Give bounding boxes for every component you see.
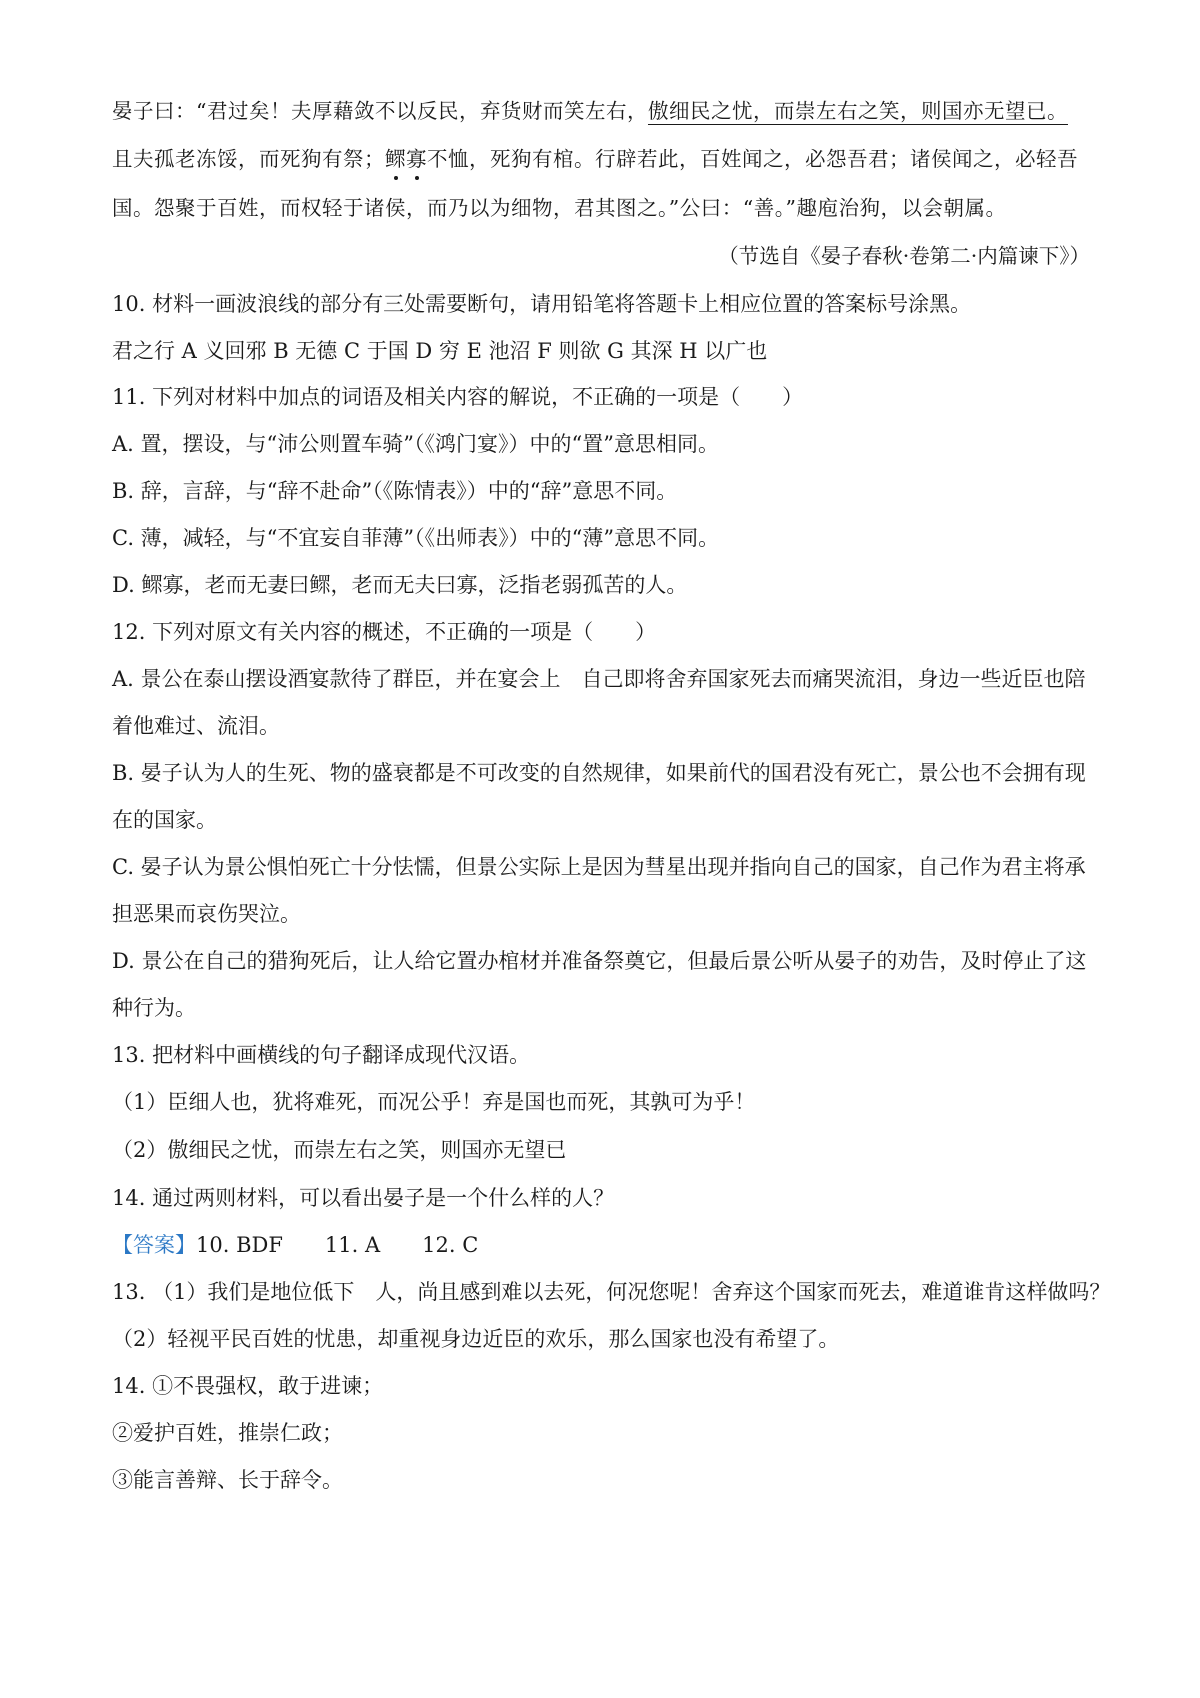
option-c-cont: 担恶果而哀伤哭泣。: [112, 902, 301, 926]
answer-13-1: 13. （1）我们是地位低下 人，尚且感到难以去死，何况您呢！舍弃这个国家而死去，难道谁肯这样做吗？: [112, 1280, 1111, 1304]
option-a: A. 置，摆设，与“沛公则置车骑”（《鸿门宴》）中的“置”意思相同。: [112, 432, 719, 456]
question-14: 14. 通过两则材料，可以看出晏子是一个什么样的人？: [112, 1186, 615, 1210]
question-13-item-2: （2）傲细民之忧，而崇左右之笑，则国亦无望已: [112, 1138, 567, 1162]
answer-13-2: （2）轻视平民百姓的忧患，却重视身边近臣的欢乐，那么国家也没有希望了。: [112, 1327, 840, 1351]
question-13: 13. 把材料中画横线的句子翻译成现代汉语。: [112, 1043, 531, 1067]
passage-text: 不恤，死狗有棺。行辟若此，百姓闻之，必怨吾君；诸侯闻之，必轻吾: [427, 147, 1078, 171]
question-13-item-1: （1）臣细人也，犹将难死，而况公乎！弃是国也而死，其孰可为乎！: [112, 1090, 756, 1114]
answer-14-1: 14. ①不畏强权，敢于进谏；: [112, 1374, 384, 1398]
answer-choices: 10. BDF 11. A 12. C: [196, 1233, 479, 1257]
question-12: 12. 下列对原文有关内容的概述，不正确的一项是（ ）: [112, 620, 657, 644]
option-d: D. 鳏寡，老而无妻曰鳏，老而无夫曰寡，泛指老弱孤苦的人。: [112, 573, 688, 597]
question-11: 11. 下列对材料中加点的词语及相关内容的解说，不正确的一项是（ ）: [112, 385, 804, 409]
question-10-text: 君之行 A 义回邪 B 无德 C 于国 D 穷 E 池沼 F 则欲 G 其深 H 以广也: [112, 339, 768, 363]
option-b-cont: 在的国家。: [112, 808, 217, 832]
dotted-char: 寡: [406, 144, 427, 174]
option-d: D. 景公在自己的猎狗死后，让人给它置办棺材并准备祭奠它，但最后景公听从晏子的劝告，及时停止了这: [112, 949, 1087, 973]
passage-text: 晏子曰：“君过矣！夫厚藉敛不以反民，弃货财而笑左右，: [112, 99, 648, 123]
answer-14-2: ②爱护百姓，推崇仁政；: [112, 1421, 343, 1445]
option-d-cont: 种行为。: [112, 996, 196, 1020]
answer-14-3: ③能言善辩、长于辞令。: [112, 1468, 343, 1492]
option-a: A. 景公在泰山摆设酒宴款待了群臣，并在宴会上 自己即将舍弃国家死去而痛哭流泪，身边一些近臣也陪: [112, 667, 1086, 691]
question-10: 10. 材料一画波浪线的部分有三处需要断句，请用铅笔将答题卡上相应位置的答案标号涂黑。: [112, 292, 972, 316]
passage-line-3: 国。怨聚于百姓，而权轻于诸侯，而乃以为细物，君其图之。”公曰：“善。”趣庖治狗，以会朝属。: [112, 196, 1007, 220]
passage-line-2: [112, 144, 1078, 174]
passage-source: （节选自《晏子春秋·卷第二·内篇谏下》）: [718, 244, 1090, 268]
option-b: B. 辞，言辞，与“辞不赴命”（《陈情表》）中的“辞”意思不同。: [112, 479, 678, 503]
underlined-sentence: 傲细民之忧，而崇左右之笑，则国亦无望已。: [647, 99, 1068, 123]
option-b: B. 晏子认为人的生死、物的盛衰都是不可改变的自然规律，如果前代的国君没有死亡，景公也不会拥有现: [112, 761, 1086, 785]
option-c: C. 晏子认为景公惧怕死亡十分怯懦，但景公实际上是因为彗星出现并指向自己的国家，自己作为君主将承: [112, 855, 1086, 879]
passage-text: 且夫孤老冻馁，而死狗有祭；: [112, 147, 385, 171]
answer-line: [112, 1230, 478, 1260]
answer-tag: 【答案】: [112, 1233, 196, 1257]
option-c: C. 薄，减轻，与“不宜妄自菲薄”（《出师表》）中的“薄”意思不同。: [112, 526, 720, 550]
option-a-cont: 着他难过、流泪。: [112, 714, 280, 738]
passage-line-1: [112, 96, 1068, 126]
dotted-char: 鳏: [385, 144, 406, 174]
